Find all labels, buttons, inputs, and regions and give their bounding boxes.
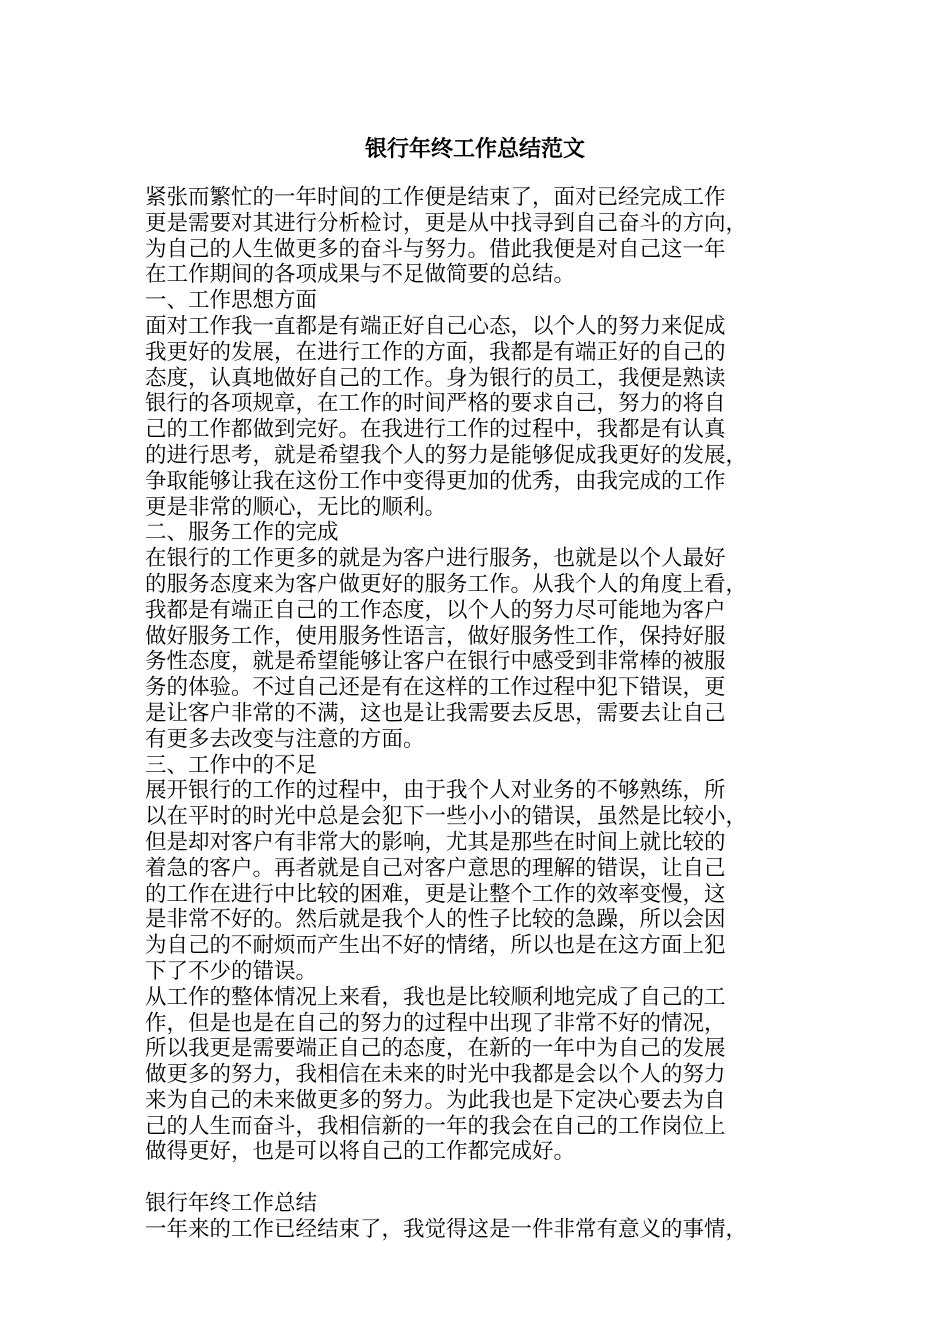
text-line: 展开银行的工作的过程中，由于我个人对业务的不够熟练，所 xyxy=(145,778,726,804)
blank-line xyxy=(145,1165,825,1191)
text-line: 态度，认真地做好自己的工作。身为银行的员工，我便是熟读 xyxy=(145,365,726,391)
text-line: 为自己的人生做更多的奋斗与努力。借此我便是对自己这一年 xyxy=(145,236,726,262)
text-line: 作，但是也是在自己的努力的过程中出现了非常不好的情况， xyxy=(145,1010,726,1036)
text-line: 是让客户非常的不满，这也是让我需要去反思，需要去让自己 xyxy=(145,700,726,726)
text-line: 更是需要对其进行分析检讨，更是从中找寻到自己奋斗的方向， xyxy=(145,210,748,236)
text-line: 务性态度，就是希望能够让客户在银行中感受到非常棒的被服 xyxy=(145,649,726,675)
text-line: 面对工作我一直都是有端正好自己心态，以个人的努力来促成 xyxy=(145,313,726,339)
second-section-heading: 银行年终工作总结 xyxy=(145,1191,318,1217)
text-line: 的工作在进行中比较的困难，更是让整个工作的效率变慢，这 xyxy=(145,881,726,907)
text-line: 在工作期间的各项成果与不足做简要的总结。 xyxy=(145,262,576,288)
text-line: 但是却对客户有非常大的影响，尤其是那些在时间上就比较的 xyxy=(145,829,726,855)
document-title: 银行年终工作总结范文 xyxy=(364,137,585,162)
section-heading-3: 三、工作中的不足 xyxy=(145,752,318,778)
text-line: 在银行的工作更多的就是为客户进行服务，也就是以个人最好 xyxy=(145,546,726,572)
text-line: 紧张而繁忙的一年时间的工作便是结束了，面对已经完成工作 xyxy=(145,185,726,210)
text-line: 的服务态度来为客户做更好的服务工作。从我个人的角度上看， xyxy=(145,571,748,597)
section-heading-2: 二、服务工作的完成 xyxy=(145,520,339,546)
text-line: 为自己的不耐烦而产生出不好的情绪，所以也是在这方面上犯 xyxy=(145,933,726,959)
text-line: 我更好的发展，在进行工作的方面，我都是有端正好的自己的 xyxy=(145,339,726,365)
document-body xyxy=(145,185,825,1243)
text-line: 从工作的整体情况上来看，我也是比较顺利地完成了自己的工 xyxy=(145,984,726,1010)
text-line: 的进行思考，就是希望我个人的努力是能够促成我更好的发展， xyxy=(145,442,748,468)
text-line: 做更多的努力，我相信在未来的时光中我都是会以个人的努力 xyxy=(145,1062,726,1088)
text-line: 做得更好，也是可以将自己的工作都完成好。 xyxy=(145,1139,576,1165)
text-line: 有更多去改变与注意的方面。 xyxy=(145,726,425,752)
text-line: 一年来的工作已经结束了，我觉得这是一件非常有意义的事情， xyxy=(145,1216,748,1242)
text-line: 以在平时的时光中总是会犯下一些小小的错误，虽然是比较小， xyxy=(145,804,748,830)
text-line: 下了不少的错误。 xyxy=(145,958,318,984)
text-line: 我都是有端正自己的工作态度，以个人的努力尽可能地为客户 xyxy=(145,597,726,623)
text-line: 着急的客户。再者就是自己对客户意思的理解的错误，让自己 xyxy=(145,855,726,881)
text-line: 务的体验。不过自己还是有在这样的工作过程中犯下错误，更 xyxy=(145,675,726,701)
section-heading-1: 一、工作思想方面 xyxy=(145,288,318,314)
text-line: 更是非常的顺心，无比的顺利。 xyxy=(145,494,447,520)
text-line: 是非常不好的。然后就是我个人的性子比较的急躁，所以会因 xyxy=(145,907,726,933)
text-line: 来为自己的未来做更多的努力。为此我也是下定决心要去为自 xyxy=(145,1087,726,1113)
text-line: 争取能够让我在这份工作中变得更加的优秀，由我完成的工作 xyxy=(145,468,726,494)
text-line: 己的人生而奋斗，我相信新的一年的我会在自己的工作岗位上 xyxy=(145,1113,726,1139)
text-line: 银行的各项规章，在工作的时间严格的要求自己，努力的将自 xyxy=(145,391,726,417)
text-line: 所以我更是需要端正自己的态度，在新的一年中为自己的发展 xyxy=(145,1036,726,1062)
text-line: 己的工作都做到完好。在我进行工作的过程中，我都是有认真 xyxy=(145,417,726,443)
text-line: 做好服务工作，使用服务性语言，做好服务性工作，保持好服 xyxy=(145,623,726,649)
